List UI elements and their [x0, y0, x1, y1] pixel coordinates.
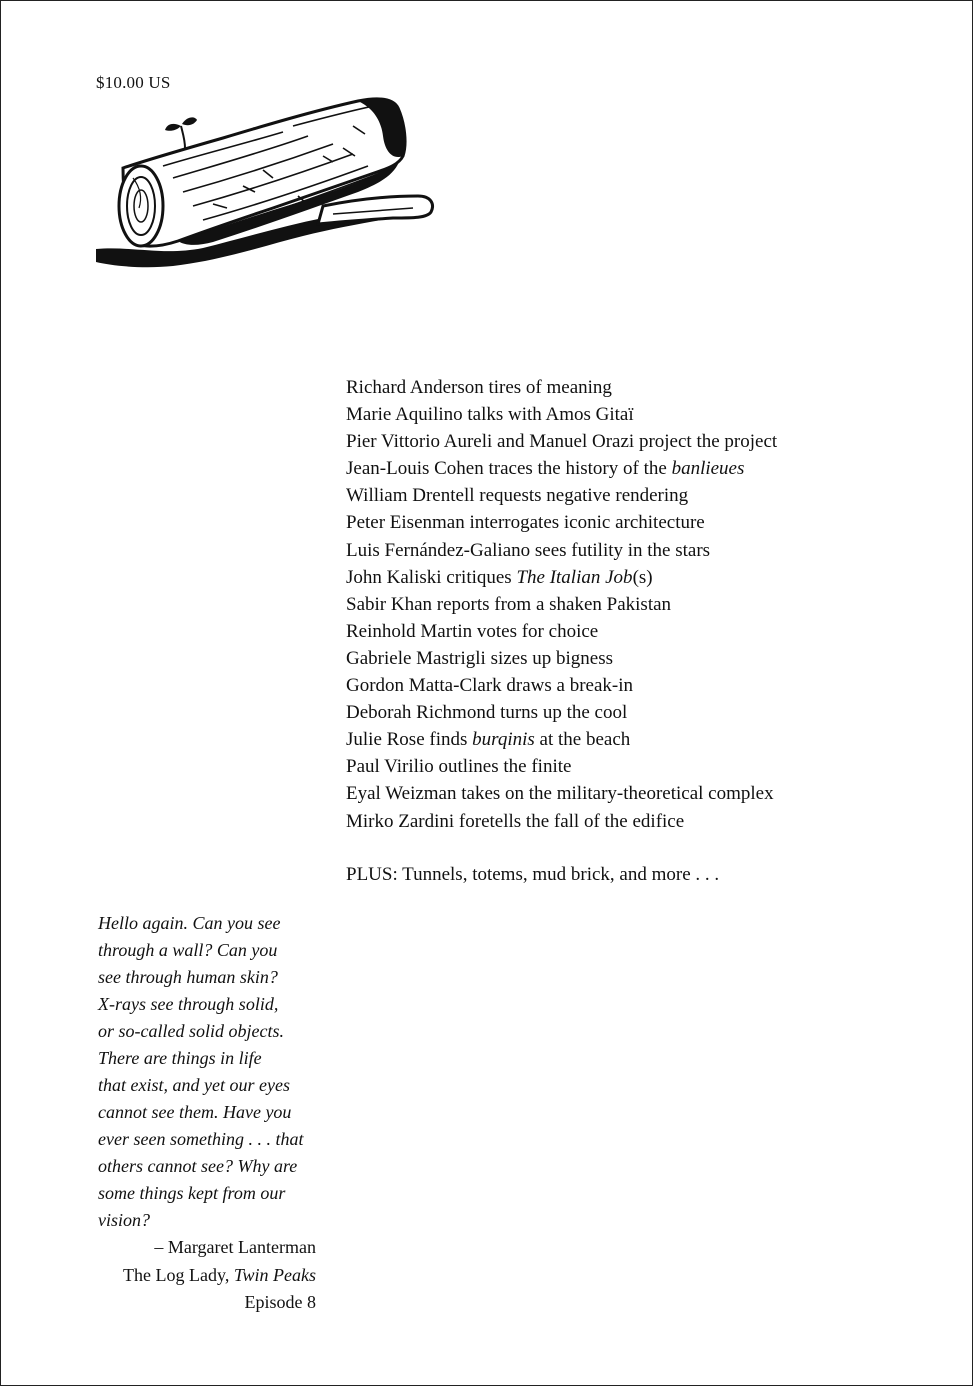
- quote-line: ever seen something . . . that: [98, 1129, 304, 1149]
- contents-item: William Drentell requests negative rendering: [346, 485, 689, 507]
- contents-item: Deborah Richmond turns up the cool: [346, 702, 628, 724]
- quote-line: vision?: [98, 1210, 150, 1230]
- contents-item: Peter Eisenman interrogates iconic architecture: [346, 512, 705, 534]
- plus-line: PLUS: Tunnels, totems, mud brick, and more . . .: [346, 864, 720, 885]
- quote-line: or so-called solid objects.: [98, 1021, 284, 1041]
- log-lady-quote: [98, 910, 316, 1234]
- quote-line: cannot see them. Have you: [98, 1102, 292, 1122]
- quote-author: – Margaret Lanterman: [154, 1237, 316, 1257]
- contents-item: Jean-Louis Cohen traces the history of the banlieues: [346, 458, 745, 480]
- contents-item: Pier Vittorio Aureli and Manuel Orazi project the project: [346, 431, 778, 453]
- log-illustration-icon: [93, 96, 438, 271]
- contents-item: Paul Virilio outlines the finite: [346, 756, 572, 778]
- contents-item: Eyal Weizman takes on the military-theoretical complex: [346, 783, 774, 805]
- price-label: $10.00 US: [96, 73, 171, 92]
- quote-line: others cannot see? Why are: [98, 1156, 298, 1176]
- quote-line: see through human skin?: [98, 967, 278, 987]
- quote-line: X-rays see through solid,: [98, 994, 279, 1014]
- quote-episode: Episode 8: [244, 1292, 316, 1312]
- contents-item: Reinhold Martin votes for choice: [346, 620, 599, 642]
- quote-role: The Log Lady, Twin Peaks: [123, 1264, 316, 1285]
- contents-item: Gordon Matta-Clark draws a break-in: [346, 675, 634, 697]
- quote-line: Hello again. Can you see: [98, 913, 281, 933]
- quote-line: some things kept from our: [98, 1183, 286, 1203]
- quote-line: There are things in life: [98, 1048, 262, 1068]
- contents-item: John Kaliski critiques The Italian Job(s): [346, 566, 653, 588]
- quote-attribution: [61, 1234, 316, 1317]
- contents-item: Luis Fernández-Galiano sees futility in the stars: [346, 539, 711, 561]
- contents-item: Sabir Khan reports from a shaken Pakistan: [346, 593, 672, 615]
- contents-item: Julie Rose finds burqinis at the beach: [346, 729, 631, 751]
- quote-line: that exist, and yet our eyes: [98, 1075, 290, 1095]
- contributors-list: [346, 374, 866, 835]
- contents-item: Mirko Zardini foretells the fall of the edifice: [346, 810, 685, 832]
- quote-line: through a wall? Can you: [98, 940, 278, 960]
- contents-item: Richard Anderson tires of meaning: [346, 377, 612, 398]
- contents-item: Gabriele Mastrigli sizes up bigness: [346, 647, 614, 669]
- contents-item: Marie Aquilino talks with Amos Gitaï: [346, 404, 634, 426]
